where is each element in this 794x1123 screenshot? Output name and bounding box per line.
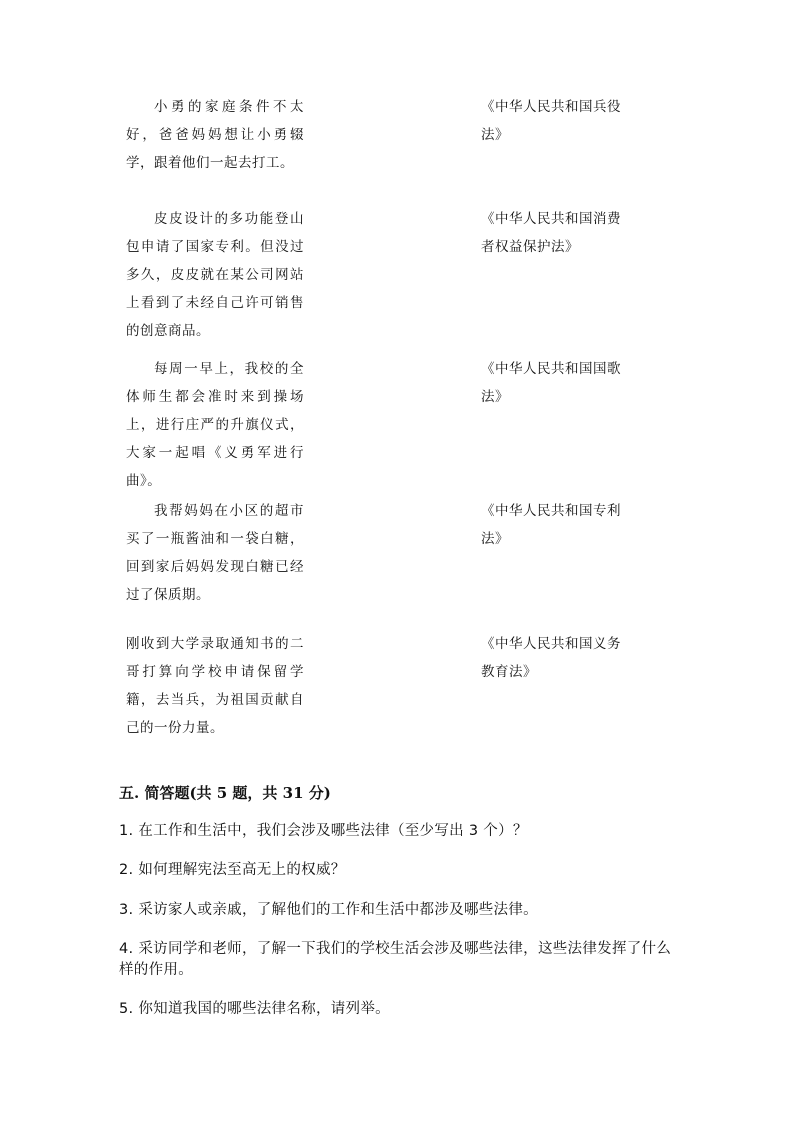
question-4: 4. 采访同学和老师，了解一下我们的学校生活会涉及哪些法律，这些法律发挥了什么样的作用。 bbox=[119, 941, 672, 978]
scenario-4: 我帮妈妈在小区的超市买了一瓶酱油和一袋白糖，回到家后妈妈发现白糖已经过了保质期。 bbox=[126, 503, 304, 603]
question-1: 1. 在工作和生活中，我们会涉及哪些法律（至少写出 3 个）？ bbox=[119, 823, 528, 839]
scenario-5: 刚收到大学录取通知书的二哥打算向学校申请保留学籍，去当兵，为祖国贡献自己的一份力量。 bbox=[126, 636, 304, 736]
law-3: 《中华人民共和国国歌法》 bbox=[481, 361, 621, 405]
law-4: 《中华人民共和国专利法》 bbox=[481, 503, 621, 547]
law-1: 《中华人民共和国兵役法》 bbox=[481, 99, 621, 143]
law-5: 《中华人民共和国义务教育法》 bbox=[481, 636, 621, 680]
scenario-3: 每周一早上，我校的全体师生都会准时来到操场上，进行庄严的升旗仪式，大家一起唱《义勇军进行曲》。 bbox=[126, 361, 304, 489]
question-5: 5. 你知道我国的哪些法律名称，请列举。 bbox=[119, 1001, 390, 1017]
question-3: 3. 采访家人或亲戚，了解他们的工作和生活中都涉及哪些法律。 bbox=[119, 902, 538, 918]
section-title: 五. 简答题(共 5 题，共 31 分) bbox=[119, 784, 331, 802]
question-2: 2. 如何理解宪法至高无上的权威？ bbox=[119, 862, 346, 878]
scenario-2: 皮皮设计的多功能登山包申请了国家专利。但没过多久，皮皮就在某公司网站上看到了未经自己许可销售的创意商品。 bbox=[126, 211, 304, 339]
law-2: 《中华人民共和国消费者权益保护法》 bbox=[481, 211, 621, 255]
scenario-1: 小勇的家庭条件不太好，爸爸妈妈想让小勇辍学，跟着他们一起去打工。 bbox=[126, 99, 304, 171]
